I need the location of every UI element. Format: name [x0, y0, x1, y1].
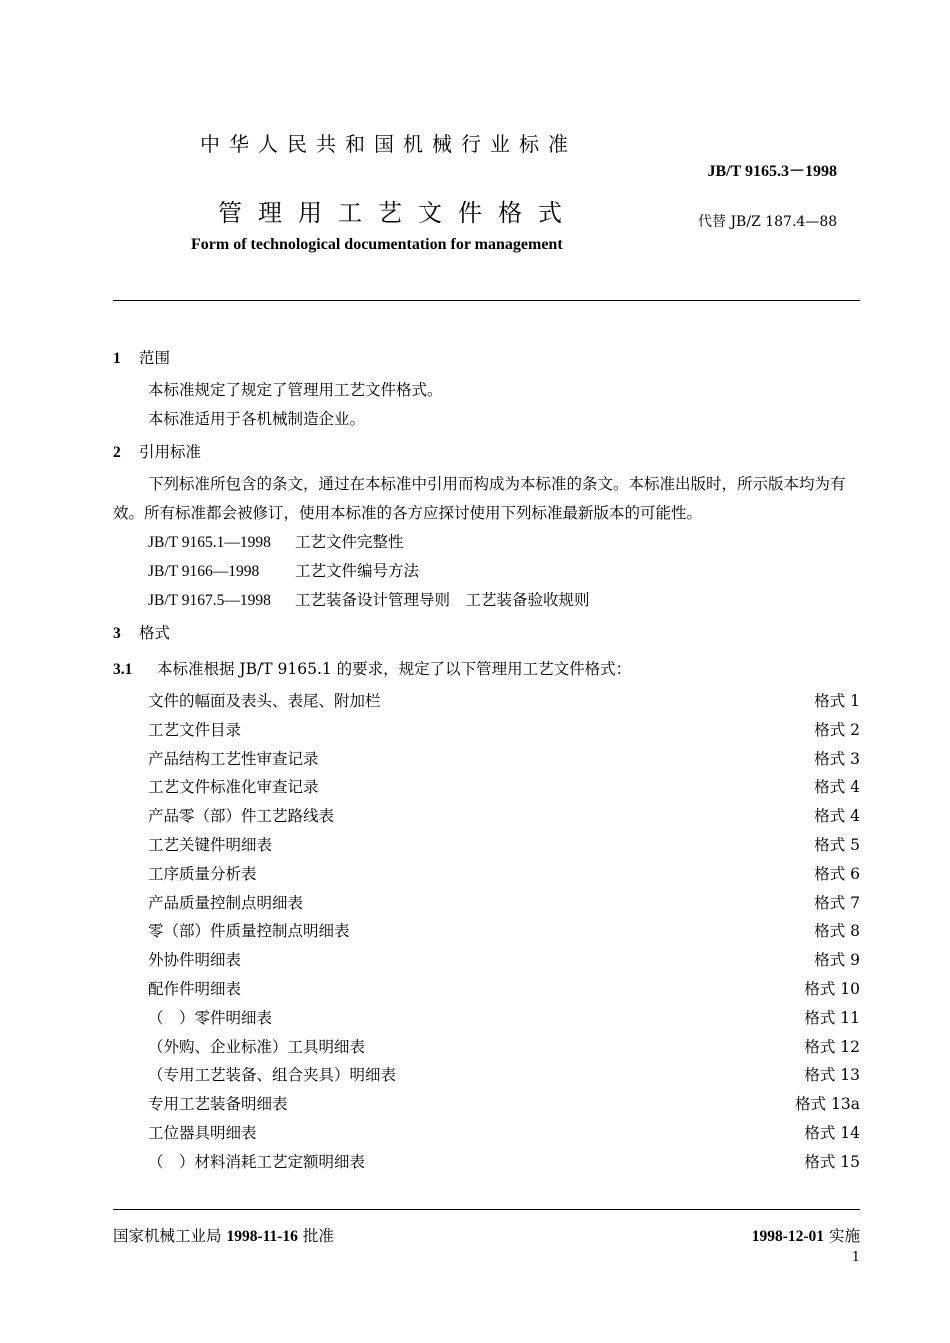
list-item: [113, 889, 860, 918]
page-number: 1: [851, 1250, 860, 1265]
english-title: Form of technological documentation for management: [191, 236, 563, 253]
list-item: [113, 1119, 860, 1148]
reference-title: 工艺文件编号方法: [295, 562, 420, 580]
section-title: 范围: [139, 349, 171, 367]
reference-code: JB/T 9165.1—1998: [148, 534, 271, 551]
reference-item: [113, 557, 860, 586]
list-item: [113, 687, 860, 716]
item-name: （外购、企业标准）工具明细表: [148, 1037, 366, 1056]
item-form: 格式 2: [814, 720, 860, 739]
reference-item: [113, 586, 860, 615]
item-form: 格式 10: [804, 979, 860, 998]
item-name: （ ）材料消耗工艺定额明细表: [148, 1152, 366, 1171]
standard-number: JB/T 9165.3－1998: [707, 163, 837, 180]
item-form: 格式 14: [804, 1123, 860, 1142]
paragraph: 本标准规定了规定了管理用工艺文件格式。: [148, 381, 443, 399]
item-name: 工位器具明细表: [148, 1123, 257, 1142]
reference-title: 工艺文件完整性: [295, 533, 404, 551]
approve-date: 1998-11-16: [226, 1228, 298, 1245]
item-form: 格式 11: [804, 1008, 860, 1027]
org-title: 中华人民共和国机械行业标准: [200, 132, 577, 156]
section-title: 格式: [139, 624, 171, 642]
item-name: 工艺文件标准化审查记录: [148, 778, 319, 797]
footer-divider: [113, 1209, 860, 1210]
reference-code: JB/T 9166—1998: [148, 563, 260, 580]
item-form: 格式 3: [814, 749, 860, 768]
item-name: 产品结构工艺性审查记录: [148, 749, 319, 768]
list-item: [113, 716, 860, 745]
item-form: 格式 9: [814, 951, 860, 970]
item-form: 格式 13a: [795, 1095, 860, 1114]
item-form: 格式 15: [804, 1152, 860, 1171]
list-item: [113, 946, 860, 975]
item-form: 格式 1: [814, 692, 860, 710]
section-title: 引用标准: [139, 443, 202, 461]
section-heading-format: [113, 615, 860, 651]
item-name: （ ）零件明细表: [148, 1008, 273, 1027]
item-form: 格式 7: [814, 893, 860, 912]
section-number: 3: [113, 625, 121, 642]
implement-date: 1998-12-01: [751, 1228, 825, 1245]
list-item: [113, 860, 860, 889]
list-item: [113, 1004, 860, 1033]
item-form: 格式 4: [814, 807, 860, 826]
list-item: [113, 802, 860, 831]
reference-title: 工艺装备设计管理导则 工艺装备验收规则: [295, 591, 590, 609]
subsection-number: 3.1: [113, 661, 133, 678]
implementation-line: [752, 1224, 860, 1246]
list-item: [113, 1090, 860, 1119]
reference-code: JB/T 9167.5—1998: [148, 592, 271, 609]
subsection-heading: [113, 651, 860, 687]
header-divider: [113, 300, 860, 301]
list-item: [113, 831, 860, 860]
item-form: 格式 12: [804, 1037, 860, 1056]
item-form: 格式 6: [814, 864, 860, 883]
list-item: [113, 1033, 860, 1062]
item-name: 工序质量分析表: [148, 864, 257, 883]
list-item: [113, 745, 860, 774]
replaces-note: 代替 JB/Z 187.4—88: [698, 214, 838, 230]
format-list: [113, 687, 860, 1177]
list-item: [113, 773, 860, 802]
item-name: 配作件明细表: [148, 979, 242, 998]
item-name: （专用工艺装备、组合夹具）明细表: [148, 1066, 397, 1085]
section-number: 2: [113, 444, 121, 461]
subsection-text: 本标准根据 JB/T 9165.1 的要求，规定了以下管理用工艺文件格式：: [157, 660, 632, 678]
section-heading-scope: [113, 340, 860, 376]
list-item: [113, 1148, 860, 1177]
item-form: 格式 8: [814, 922, 860, 941]
paragraph: 本标准适用于各机械制造企业。: [148, 410, 366, 428]
issuer: 国家机械工业局: [113, 1227, 222, 1245]
item-form: 格式 4: [814, 778, 860, 797]
item-form: 格式 13: [804, 1066, 860, 1085]
item-name: 零（部）件质量控制点明细表: [148, 922, 350, 941]
approve-label: 批准: [302, 1227, 334, 1245]
item-name: 专用工艺装备明细表: [148, 1095, 288, 1114]
list-item: [113, 917, 860, 946]
item-name: 外协件明细表: [148, 951, 242, 970]
item-form: 格式 5: [814, 835, 860, 854]
paragraph: 下列标准所包含的条文，通过在本标准中引用而构成为本标准的条文。本标准出版时，所示版本均为有效。所有标准都会被修订，使用本标准的各方应探讨使用下列标准最新版本的可能性。: [113, 475, 846, 522]
approval-line: [113, 1224, 334, 1246]
document-title: 管理用工艺文件格式: [218, 199, 578, 227]
document-body: [113, 340, 860, 1177]
list-item: [113, 975, 860, 1004]
implement-label: 实施: [828, 1227, 860, 1245]
item-name: 产品质量控制点明细表: [148, 893, 304, 912]
item-name: 产品零（部）件工艺路线表: [148, 807, 335, 826]
item-name: 工艺关键件明细表: [148, 835, 273, 854]
reference-item: [113, 528, 860, 557]
list-item: [113, 1061, 860, 1090]
section-number: 1: [113, 350, 121, 367]
item-name: 工艺文件目录: [148, 720, 242, 739]
section-heading-references: [113, 434, 860, 470]
item-name: 文件的幅面及表头、表尾、附加栏: [148, 692, 381, 710]
